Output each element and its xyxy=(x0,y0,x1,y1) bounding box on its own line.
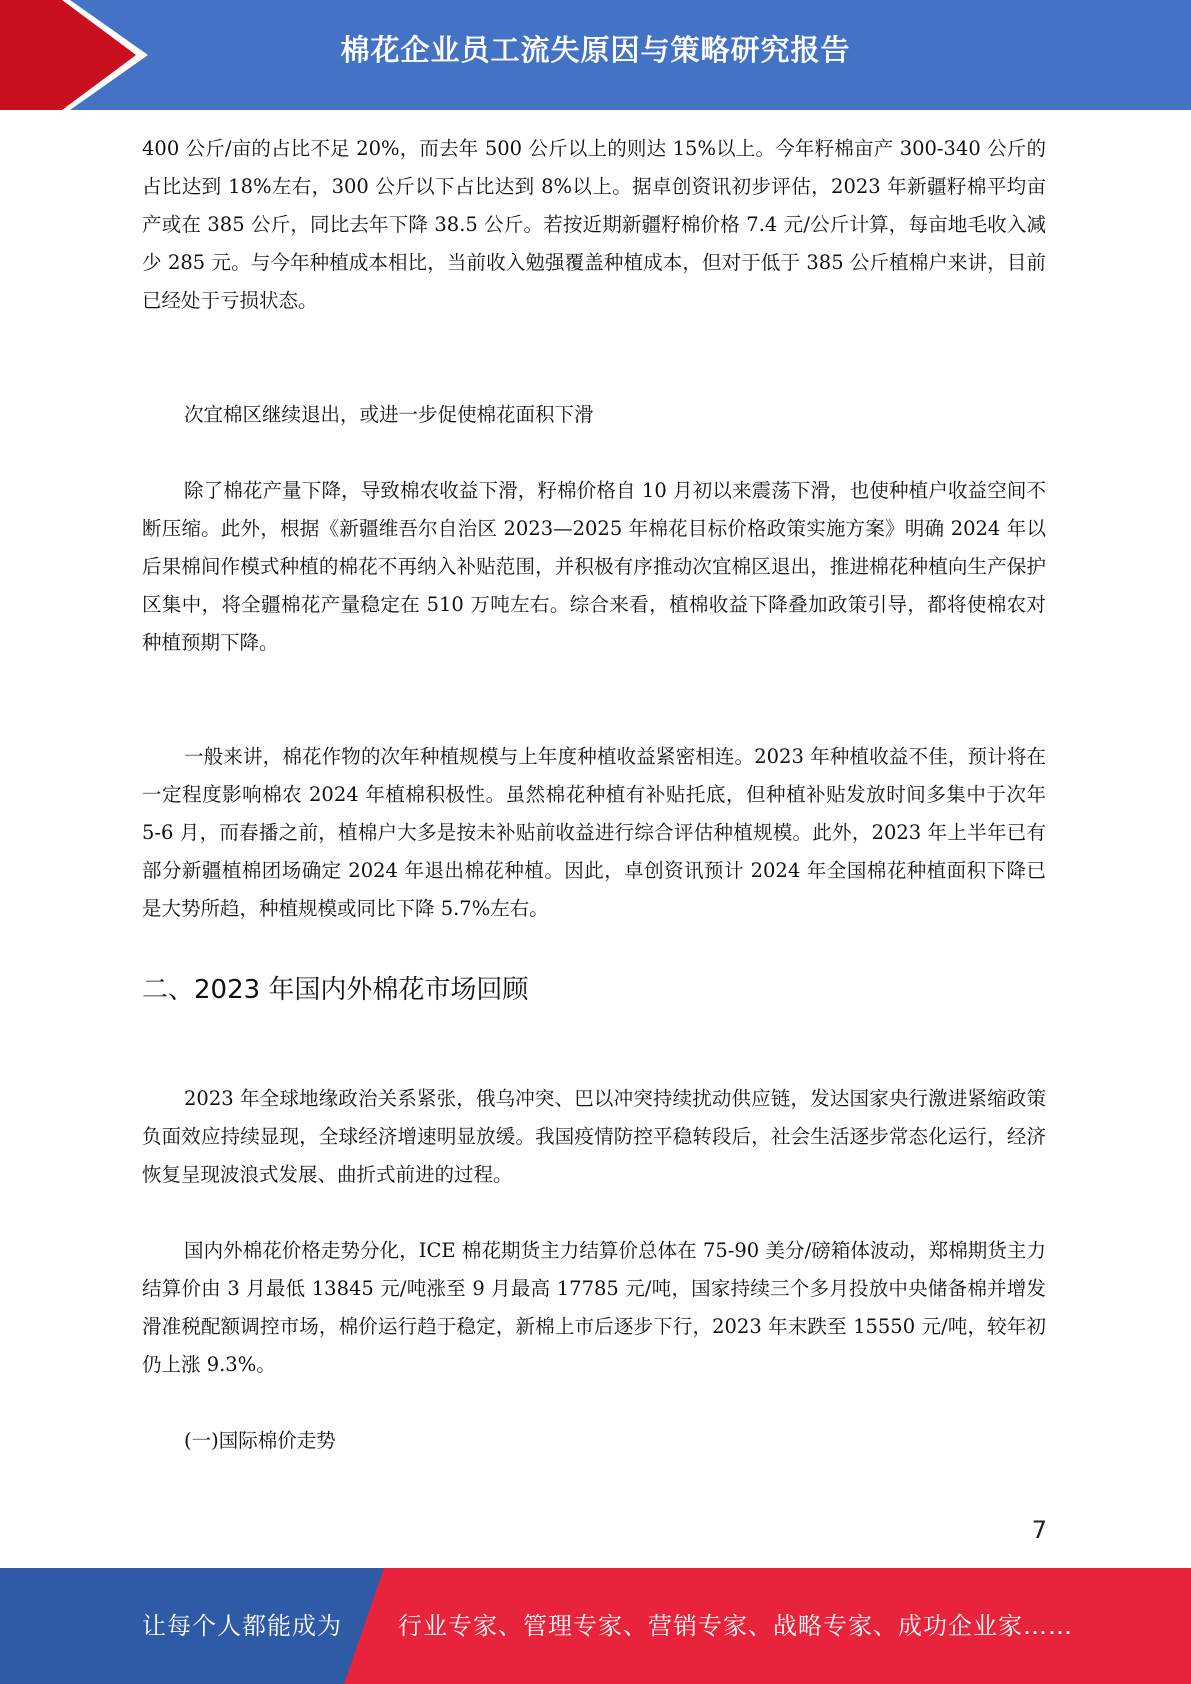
paragraph-yield-stats: 400 公斤/亩的占比不足 20%，而去年 500 公斤以上的则达 15%以上。今年籽棉亩产 300-340 公斤的占比达到 18%左右，300 公斤以下占比达到 8%以上。据卓创资讯初步评估，2023 年新疆籽棉平均亩产或在 385 公斤，同比去年下降 38.5 公斤。若按近期新疆籽棉价格 7.4 元/公斤计算，每亩地毛收入减少 285 元。与今年种植成本相比，当前收入勉强覆盖种植成本，但对于低于 385 公斤植棉户来讲，目前已经处于亏损状态。 xyxy=(142,137,1046,312)
paragraph-price-divergence: 国内外棉花价格走势分化，ICE 棉花期货主力结算价总体在 75-90 美分/磅箱体波动，郑棉期货主力结算价由 3 月最低 13845 元/吨涨至 9 月最高 17785 元/吨，国家持续三个多月投放中央储备棉并增发滑准税配额调控市场，棉价运行趋于稳定，新棉上市后逐步下行，2023 年末跌至 15550 元/吨，较年初仍上涨 9.3%。 xyxy=(142,1239,1046,1376)
document-body xyxy=(142,130,1046,1460)
subheading-international-price: (一)国际棉价走势 xyxy=(184,1429,336,1452)
paragraph-price-policy: 除了棉花产量下降，导致棉农收益下滑，籽棉价格自 10 月初以来震荡下滑，也使种植户收益空间不断压缩。此外，根据《新疆维吾尔自治区 2023—2025 年棉花目标价格政策实施方案》明确 2024 年以后果棉间作模式种植的棉花不再纳入补贴范围，并积极有序推动次宜棉区退出，推进棉花种植向生产保护区集中，将全疆棉花产量稳定在 510 万吨左右。综合来看，植棉收益下降叠加政策引导，都将使棉农对种植预期下降。 xyxy=(142,479,1046,654)
page-footer xyxy=(0,1568,1191,1684)
paragraph-global-economy: 2023 年全球地缘政治关系紧张，俄乌冲突、巴以冲突持续扰动供应链，发达国家央行激进紧缩政策负面效应持续显现，全球经济增速明显放缓。我国疫情防控平稳转段后，社会生活逐步常态化运行，经济恢复呈现波浪式发展、曲折式前进的过程。 xyxy=(142,1087,1046,1186)
page-header xyxy=(0,0,1191,110)
footer-slogan-right: 行业专家、管理专家、营销专家、战略专家、成功企业家…… xyxy=(398,1612,1073,1640)
subheading-area-decline: 次宜棉区继续退出，或进一步促使棉花面积下滑 xyxy=(184,403,594,426)
footer-slogan-left: 让每个人都能成为 xyxy=(142,1612,342,1640)
section-heading-market-review: 二、2023 年国内外棉花市场回顾 xyxy=(142,975,529,1005)
report-title: 棉花企业员工流失原因与策略研究报告 xyxy=(340,33,851,67)
page-number: 7 xyxy=(1031,1516,1047,1544)
paragraph-planting-forecast: 一般来讲，棉花作物的次年种植规模与上年度种植收益紧密相连。2023 年种植收益不佳，预计将在一定程度影响棉农 2024 年植棉积极性。虽然棉花种植有补贴托底，但种植补贴发放时间多集中于次年 5-6 月，而春播之前，植棉户大多是按未补贴前收益进行综合评估种植规模。此外，2023 年上半年已有部分新疆植棉团场确定 2024 年退出棉花种植。因此，卓创资讯预计 2024 年全国棉花种植面积下降已是大势所趋，种植规模或同比下降 5.7%左右。 xyxy=(142,745,1046,920)
